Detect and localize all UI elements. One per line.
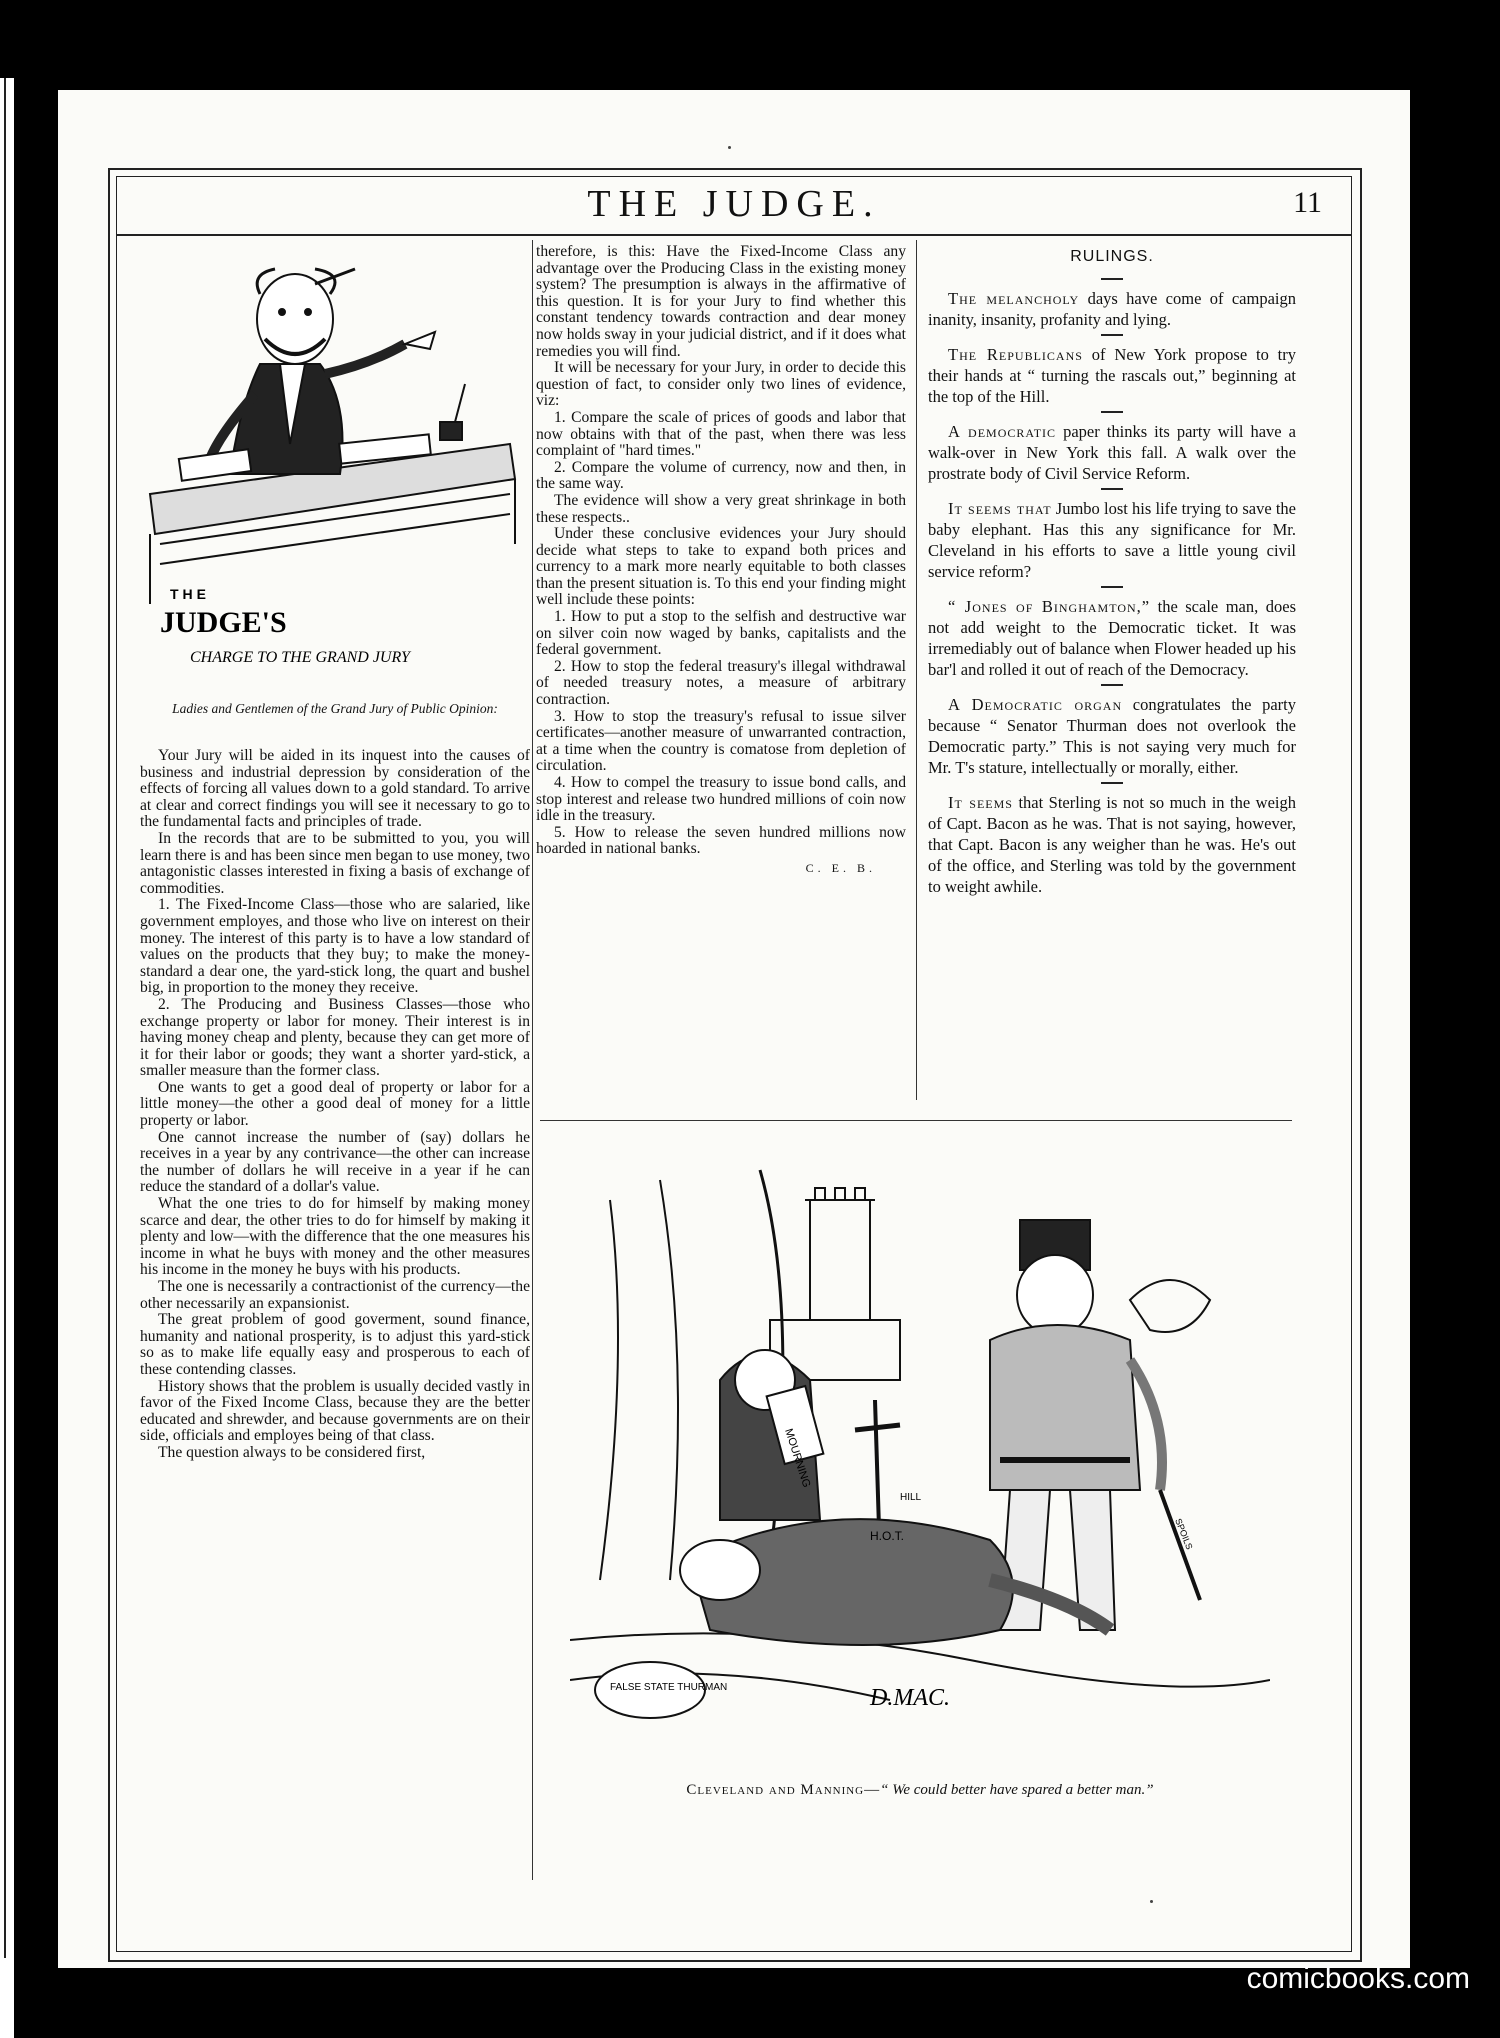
col2-article (536, 244, 906, 877)
ruling-item: It seems that Sterling is not so much in the weigh of Capt. Bacon as he was. That is not saying, however, that Capt. Bacon is any weigher than he was. He's out of the office, and Sterling was told by the government to weight awhile. (928, 793, 1296, 896)
adjacent-page-edge (0, 78, 14, 2038)
divider-dash (1101, 411, 1123, 413)
col1-paragraph: In the records that are to be submitted to you, you will learn there is and has been since men began to use money, two antagonistic classes interested in fixing a basis of exchange of commodities. (140, 829, 531, 897)
ruling-item: The melancholy days have come of campaign inanity, insanity, profanity and lying. (928, 289, 1296, 329)
divider-dash (1101, 586, 1123, 588)
col1-paragraph: The one is necessarily a contractionist of the currency—the other necessarily an expansionist. (140, 1278, 530, 1312)
col2-paragraph: 2. Compare the volume of currency, now and then, in the same way. (536, 458, 906, 493)
page-header (116, 180, 1352, 238)
ruling-item: It seems that Jumbo lost his life trying to save the baby elephant. Has this any significance for Mr. Cleveland in his efforts to save a little young civil service reform? (928, 499, 1297, 581)
cartoon-label-sword: SPOILS (1173, 1517, 1195, 1551)
col2-paragraph: 1. Compare the scale of prices of goods and labor that now obtains with that of the past, when there was less complaint of "hard times." (536, 408, 906, 460)
cartoon-label-charge: CHARGE TO THE GRAND JURY (190, 649, 410, 666)
col1-paragraph: One cannot increase the number of (say) dollars he receives in a year by any contrivance—the other can increase the number of dollars he will receive in a year if he can reduce the standard of a dollar's value. (140, 1128, 530, 1196)
divider-dash (1101, 334, 1123, 336)
col2-paragraph: Under these conclusive evidences your Jury should decide what steps to take to expand both prices and currency to a mark more nearly equitable to both classes than the present situation is. To this end your finding might well include these points: (536, 525, 906, 609)
judge-cartoon (140, 244, 520, 684)
col2-paragraph: It will be necessary for your Jury, in order to decide this question of fact, to consider only two lines of evidence, viz: (536, 359, 906, 410)
col1-paragraph: One wants to get a good deal of property or labor for a little money—the other a good deal of money for a little property or labor. (140, 1078, 530, 1130)
col1-paragraph: Your Jury will be aided in its inquest into the causes of business and industrial depression by consideration of the effects of forcing all values down to a gold standard. To arrive at clear and correct findings you will see it necessary to go to the fundamental facts and principles of trade. (140, 747, 530, 831)
column-rule (916, 240, 917, 1100)
divider-dash (1101, 278, 1123, 280)
ruling-item: “ Jones of Binghamton,” the scale man, does not add weight to the Democratic ticket. It was irremediably out of balance when Flower headed up his bar'l and rolled it out of reach of the Democracy. (928, 597, 1296, 679)
col2-paragraph: therefore, is this: Have the Fixed-Income Class any advantage over the Producing Class in the existing money system? The presumption is always in the affirmative of this question. It is for your Jury to find whether this constant tendency towards contraction and dear money now holds sway in your judicial district, and if it does what remedies you will find. (536, 243, 906, 360)
rulings-title: RULINGS. (1070, 248, 1154, 265)
col2-signature: C. E. B. (805, 860, 876, 875)
masthead-title: THE JUDGE. (587, 183, 881, 225)
divider-dash (1101, 488, 1123, 490)
rulings-column (928, 274, 1296, 897)
watermark: comicbooks.com (1246, 1962, 1470, 1995)
cartoon-label-hill: HILL (900, 1492, 922, 1503)
caption-quote: “ We could better have spared a better man.” (880, 1782, 1154, 1798)
cartoon-label-judges: JUDGE'S (160, 606, 287, 639)
header-rule (116, 234, 1352, 236)
col2-paragraph: 5. How to release the seven hundred millions now hoarded in national banks. (536, 823, 906, 858)
ruling-item: A Democratic organ congratulates the party because “ Senator Thurman does not overlook the Democratic party.” This is not saying very much for Mr. T's stature, intellectually or morally, either. (928, 695, 1296, 777)
print-speck (1150, 1900, 1153, 1903)
col1-caption: Ladies and Gentlemen of the Grand Jury of Public Opinion: (172, 701, 498, 716)
print-speck (728, 146, 731, 149)
column-rule (532, 240, 533, 1880)
col2-paragraph: 1. How to put a stop to the selfish and destructive war on silver coin now waged by banks, capitalists and the federal government. (536, 608, 906, 659)
caption-lead: Cleveland and Manning— (686, 1782, 881, 1798)
divider-dash (1101, 782, 1123, 784)
cartoon-caption (560, 1782, 1280, 1799)
ruling-item: A democratic paper thinks its party will have a walk-over in New York this fall. A walk over the prostrate body of Civil Service Reform. (928, 422, 1296, 483)
col1-paragraph: The question always to be considered first, (158, 1443, 426, 1461)
cartoon-label-the: THE (170, 586, 210, 602)
cartoon-label-hat: FALSE STATE THURMAN (610, 1682, 728, 1693)
col1-article (140, 748, 530, 1462)
col1-paragraph: 1. The Fixed-Income Class—those who are salaried, like government employes, and those who live on interest on their money. The interest of this party is to have a low standard of values on the products that they buy; to make the money-standard a dear one, the yard-stick long, the quart and bushel big, in proportion to the money they receive. (140, 896, 530, 997)
divider-dash (1101, 684, 1123, 686)
col1-paragraph: 2. The Producing and Business Classes—those who exchange property or labor for money. Their interest is in having money cheap and plenty, because they can get more of it for their labor or goods; they want a shorter yard-stick, a smaller measure than the former class. (140, 995, 530, 1080)
col1-paragraph: The great problem of good goverment, sound finance, humanity and national prosperity, is to adjust this yard-stick so as to make life equally easy and prosperous to each of these contending classes. (140, 1311, 530, 1378)
cartoon-label-mourning: MOURNING (782, 1427, 813, 1490)
col2-paragraph: The evidence will show a very great shrinkage in both these respects.. (536, 491, 906, 526)
col1-paragraph: History shows that the problem is usually decided vastly in favor of the Fixed Income Class, because they are the better educated and shrewder, and because governments are on their side, officials and employes being of that class. (140, 1377, 530, 1445)
col2-paragraph: 3. How to stop the treasury's refusal to issue silver certificates—another measure of unwarranted contraction, at a time when the country is comatose from depletion of circulation. (536, 707, 906, 775)
page-number: 11 (1293, 186, 1322, 219)
col2-paragraph: 2. How to stop the federal treasury's illegal withdrawal of needed treasury notes, a measure of arbitrary contraction. (536, 657, 906, 709)
cleveland-manning-cartoon (570, 1160, 1270, 1760)
ruling-item: The Republicans of New York propose to try their hands at “ turning the rascals out,” beginning at the top of the Hill. (928, 345, 1297, 406)
section-rule (540, 1120, 1292, 1121)
col1-paragraph: What the one tries to do for himself by making money scarce and dear, the other tries to do for himself by making it plenty and low—with the difference that the one measures his income in what he buys with money and the other measures his income in the money he buys with his products. (140, 1195, 530, 1279)
cartoon-label-hot: H.O.T. (870, 1529, 905, 1543)
col2-paragraph: 4. How to compel the treasury to issue bond calls, and stop interest and release two hundred millions of coin now idle in the treasury. (536, 774, 906, 825)
cartoon-signature: D.MAC. (870, 1685, 950, 1711)
